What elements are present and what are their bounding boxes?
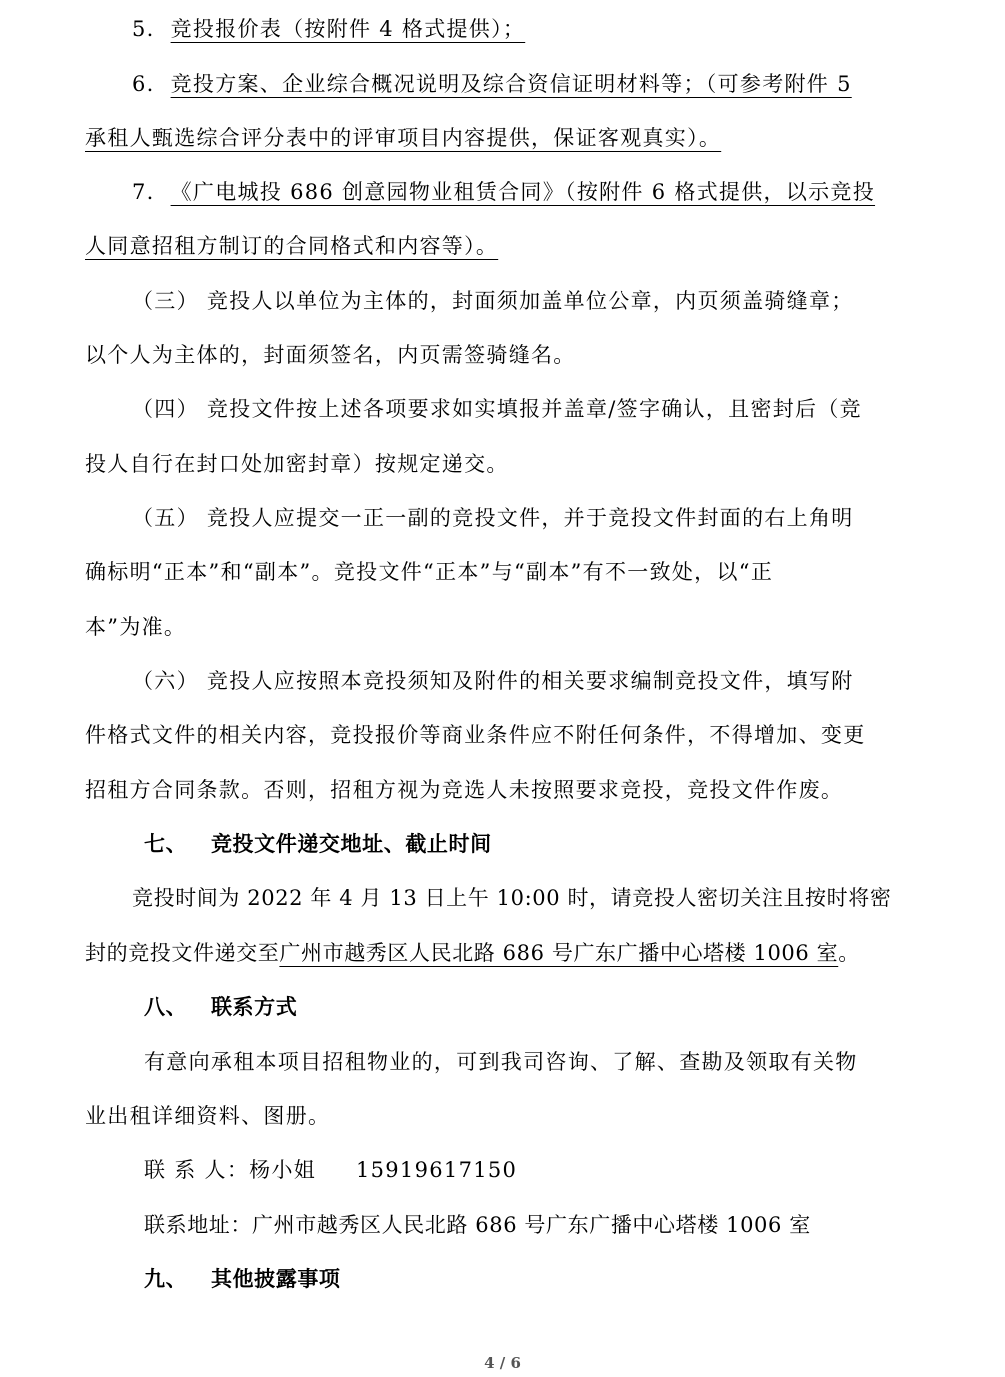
item-number: 5.	[132, 17, 155, 41]
item-5-line	[132, 15, 525, 43]
address-line	[85, 939, 860, 967]
paragraph-text: （六） 竞投人应按照本竞投须知及附件的相关要求编制竞投文件，填写附	[132, 669, 854, 693]
item-number: 6.	[132, 72, 155, 96]
paragraph-text: 封的竞投文件递交至	[85, 941, 280, 965]
paragraph-text: 有意向承租本项目招租物业的，可到我司咨询、了解、查勘及领取有关物	[144, 1050, 858, 1074]
contact-intro-continuation	[85, 1102, 330, 1130]
section-9-heading	[144, 1265, 341, 1293]
section-number: 九、	[144, 1267, 188, 1291]
submission-address: 广州市越秀区人民北路 686 号广东广播中心塔楼 1006 室	[279, 941, 839, 965]
paragraph-5-line	[132, 504, 854, 532]
paragraph-text: （三） 竞投人以单位为主体的，封面须加盖单位公章，内页须盖骑缝章；	[132, 289, 854, 313]
paragraph-5-continuation	[85, 558, 773, 586]
paragraph-text: （四） 竞投文件按上述各项要求如实填报并盖章/签字确认，且密封后（竞	[132, 397, 862, 421]
contact-person-line	[144, 1156, 517, 1184]
paragraph-6-continuation	[85, 776, 843, 804]
section-number: 八、	[144, 995, 188, 1019]
item-text: 《广电城投 686 创意园物业租赁合同》（按附件 6 格式提供，以示竞投	[170, 180, 876, 204]
section-number: 七、	[144, 832, 188, 856]
paragraph-text: 业出租详细资料、图册。	[85, 1104, 331, 1128]
paragraph-6-continuation	[85, 721, 866, 749]
paragraph-text: （五） 竞投人应提交一正一副的竞投文件，并于竞投文件封面的右上角明	[132, 506, 854, 530]
item-number: 7.	[132, 180, 155, 204]
paragraph-text: 招租方合同条款。否则，招租方视为竞选人未按照要求竞投，竞投文件作废。	[85, 778, 844, 802]
section-title: 其他披露事项	[210, 1267, 341, 1291]
section-title: 联系方式	[210, 995, 298, 1019]
paragraph-text: 本”为准。	[85, 615, 187, 639]
paragraph-4-line	[132, 395, 862, 423]
paragraph-5-continuation	[85, 613, 186, 641]
item-7-continuation	[85, 232, 498, 260]
item-6-continuation	[85, 124, 721, 152]
contact-person: 联 系 人：杨小姐	[144, 1158, 317, 1182]
paragraph-3-line	[132, 287, 854, 315]
contact-intro-line	[144, 1048, 858, 1076]
paragraph-text: 。	[838, 941, 860, 965]
item-text: 承租人甄选综合评分表中的评审项目内容提供，保证客观真实）。	[85, 126, 722, 150]
item-text: 竞投方案、企业综合概况说明及综合资信证明材料等；（可参考附件 5	[170, 72, 852, 96]
section-7-heading	[144, 830, 492, 858]
paragraph-text: 确标明“正本”和“副本”。竞投文件“正本”与“副本”有不一致处，以“正	[85, 560, 774, 584]
paragraph-6-line	[132, 667, 854, 695]
contact-address: 联系地址：广州市越秀区人民北路 686 号广东广播中心塔楼 1006 室	[144, 1213, 811, 1237]
contact-address-line	[144, 1211, 811, 1239]
section-title: 竞投文件递交地址、截止时间	[210, 832, 492, 856]
paragraph-text: 件格式文件的相关内容，竞投报价等商业条件应不附任何条件，不得增加、变更	[85, 723, 866, 747]
section-8-heading	[144, 993, 297, 1021]
item-text: 竞投报价表（按附件 4 格式提供）；	[170, 17, 526, 41]
deadline-line	[132, 884, 891, 912]
paragraph-3-continuation	[85, 341, 576, 369]
paragraph-text: 投人自行在封口处加密封章）按规定递交。	[85, 452, 509, 476]
paragraph-text: 以个人为主体的，封面须签名，内页需签骑缝名。	[85, 343, 576, 367]
item-7-line	[132, 178, 875, 206]
paragraph-text: 竞投时间为 2022 年 4 月 13 日上午 10:00 时，请竞投人密切关注且按时将密	[132, 886, 892, 910]
page-number: 4 / 6	[484, 1354, 521, 1372]
item-text: 人同意招租方制订的合同格式和内容等）。	[85, 234, 499, 258]
contact-phone: 15919617150	[355, 1158, 518, 1182]
item-6-line	[132, 70, 852, 98]
paragraph-4-continuation	[85, 450, 509, 478]
